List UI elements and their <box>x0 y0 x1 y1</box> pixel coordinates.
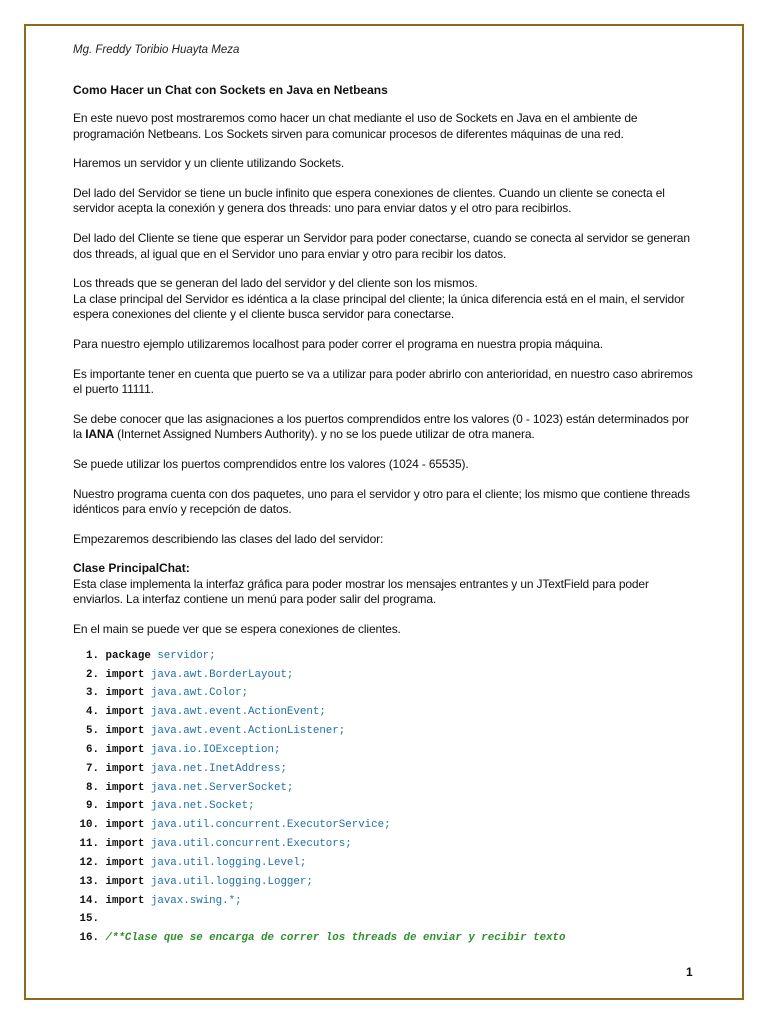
code-line-number: 9. <box>86 800 99 813</box>
code-line-number: 15. <box>79 913 99 926</box>
iana-text-after: (Internet Assigned Numbers Authority). y no se los puede utilizar de otra manera. <box>113 427 535 442</box>
code-keyword: import <box>105 725 145 738</box>
paragraph-class-description: Esta clase implementa la interfaz gráfica para poder mostrar los mensajes entrantes y un JTextField para poder enviarlos. La interfaz contiene un menú para poder salir del programa. <box>73 576 649 607</box>
code-identifier: java.util.logging.Level; <box>150 856 307 869</box>
code-identifier: javax.swing.*; <box>150 894 242 907</box>
code-identifier: java.awt.event.ActionListener; <box>150 725 346 738</box>
code-line-number: 1. <box>86 649 99 662</box>
code-keyword: import <box>105 743 145 756</box>
code-line <box>73 873 699 892</box>
author-header: Mg. Freddy Toribio Huayta Meza <box>73 44 240 56</box>
paragraph-threads: Los threads que se generan del lado del servidor y del cliente son los mismos. <box>73 276 478 291</box>
code-line <box>73 722 699 741</box>
code-keyword: import <box>105 706 145 719</box>
code-listing <box>73 647 699 949</box>
code-identifier: java.util.concurrent.Executors; <box>150 838 352 851</box>
paragraph-plan: Haremos un servidor y un cliente utilizando Sockets. <box>73 156 345 171</box>
page-number: 1 <box>686 965 693 979</box>
code-line-number: 4. <box>86 706 99 719</box>
code-identifier: java.awt.BorderLayout; <box>150 668 294 681</box>
code-line <box>73 703 699 722</box>
code-keyword: import <box>105 838 145 851</box>
code-comment: /**Clase que se encarga de correr los threads de enviar y recibir texto <box>105 932 566 945</box>
code-line <box>73 816 699 835</box>
code-line-number: 12. <box>79 856 99 869</box>
paragraph-client-side: Del lado del Cliente se tiene que esperar un Servidor para poder conectarse, cuando se conecta al servidor se generan dos threads, al igual que en el Servidor uno para enviar y otro para recibir los datos. <box>73 230 690 261</box>
code-line-number: 10. <box>79 819 99 832</box>
paragraph-server-side: Del lado del Servidor se tiene un bucle infinito que espera conexiones de clientes. Cuando un cliente se conecta el servidor acepta la conexión y genera dos threads: uno para enviar datos y el otro para recibirlos. <box>73 185 665 216</box>
code-line <box>73 835 699 854</box>
code-identifier: java.util.logging.Logger; <box>150 875 313 888</box>
code-line-number: 6. <box>86 743 99 756</box>
code-line <box>73 760 699 779</box>
code-identifier: java.net.InetAddress; <box>150 762 287 775</box>
code-line <box>73 666 699 685</box>
code-keyword: import <box>105 894 145 907</box>
iana-acronym: IANA <box>85 427 114 442</box>
code-line <box>73 910 699 929</box>
code-identifier: java.util.concurrent.ExecutorService; <box>150 819 391 832</box>
code-line-number: 14. <box>79 894 99 907</box>
code-line-number: 16. <box>79 932 99 945</box>
code-line <box>73 854 699 873</box>
paragraph-main-note: En el main se puede ver que se espera conexiones de clientes. <box>73 622 401 637</box>
code-keyword: import <box>105 856 145 869</box>
code-line <box>73 684 699 703</box>
code-line-number: 2. <box>86 668 99 681</box>
code-keyword: import <box>105 781 145 794</box>
code-identifier: java.io.IOException; <box>150 743 281 756</box>
code-keyword: import <box>105 819 145 832</box>
code-keyword: import <box>105 687 145 700</box>
paragraph-iana <box>73 412 699 443</box>
code-line-number: 13. <box>79 875 99 888</box>
code-keyword: import <box>105 800 145 813</box>
code-identifier: java.awt.event.ActionEvent; <box>150 706 326 719</box>
code-line-number: 11. <box>79 838 99 851</box>
section-heading: Clase PrincipalChat: <box>73 561 190 576</box>
code-line-number: 3. <box>86 687 99 700</box>
code-line <box>73 741 699 760</box>
document-body <box>73 83 699 948</box>
paragraph-intro: En este nuevo post mostraremos como hacer un chat mediante el uso de Sockets en Java en el ambiente de programación Netbeans. Los Sockets sirven para comunicar procesos de diferentes máquinas de una red. <box>73 111 638 141</box>
code-line <box>73 929 699 948</box>
code-line-number: 7. <box>86 762 99 775</box>
paragraph-main-class: La clase principal del Servidor es idéntica a la clase principal del cliente; la única diferencia está en el main, el servidor espera conexiones del cliente y el cliente busca servidor para conectarse. <box>73 291 685 322</box>
code-keyword: package <box>105 649 151 662</box>
code-line <box>73 797 699 816</box>
code-line-number: 8. <box>86 781 99 794</box>
code-identifier: java.awt.Color; <box>150 687 249 700</box>
code-line <box>73 892 699 911</box>
code-identifier: java.net.Socket; <box>150 800 255 813</box>
code-line <box>73 779 699 798</box>
document-title: Como Hacer un Chat con Sockets en Java en Netbeans <box>73 83 388 97</box>
code-keyword: import <box>105 668 145 681</box>
code-identifier: java.net.ServerSocket; <box>150 781 294 794</box>
code-keyword: import <box>105 762 145 775</box>
iana-text-before: Se debe conocer que las asignaciones a los puertos comprendidos entre los valores (0 - 1023) están determinados por la <box>73 411 689 442</box>
paragraph-localhost: Para nuestro ejemplo utilizaremos localhost para poder correr el programa en nuestra propia máquina. <box>73 336 603 351</box>
paragraph-port: Es importante tener en cuenta que puerto se va a utilizar para poder abrirlo con anterioridad, en nuestro caso abriremos el puerto 11111. <box>73 366 693 397</box>
code-line-number: 5. <box>86 725 99 738</box>
code-keyword: import <box>105 875 145 888</box>
paragraph-packages: Nuestro programa cuenta con dos paquetes, uno para el servidor y otro para el cliente; los mismo que contiene threads idénticos para envío y recepción de datos. <box>73 486 690 517</box>
code-line <box>73 647 699 666</box>
paragraph-server-classes: Empezaremos describiendo las clases del lado del servidor: <box>73 531 384 546</box>
code-identifier: servidor; <box>157 649 216 662</box>
paragraph-port-range: Se puede utilizar los puertos comprendidos entre los valores (1024 - 65535). <box>73 456 469 471</box>
